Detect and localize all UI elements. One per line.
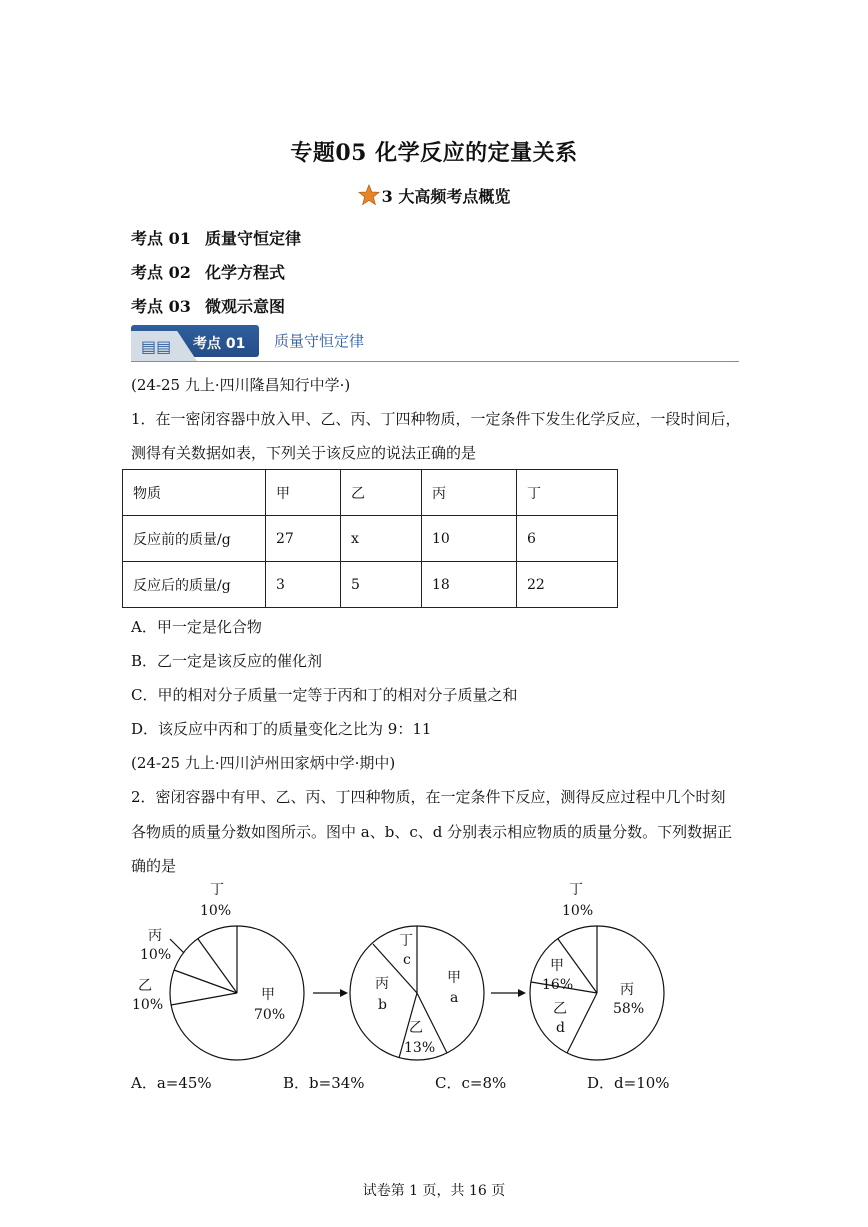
table-row [123,516,618,562]
page-title: 专题05 化学反应的定量关系 [290,140,578,166]
overview-num: 考点 01 [131,229,191,248]
q1-option-c: C．甲的相对分子质量一定等于丙和丁的相对分子质量之和 [131,686,518,704]
q2-option-c: C．c=8% [435,1074,507,1092]
pie3-value: 10% [562,903,594,919]
pie2-label: 乙 [409,1020,423,1036]
pie2-value: 13% [404,1040,436,1056]
overview-num: 考点 02 [131,263,191,282]
q1-stem: 测得有关数据如表，下列关于该反应的说法正确的是 [131,444,477,462]
pie1-label: 丙 [148,928,162,944]
table-cell: 18 [422,562,517,608]
pie1-divider [174,970,237,993]
table-cell: 丙 [422,470,517,516]
table-cell: 物质 [123,470,266,516]
table-cell: 22 [517,562,618,608]
overview-num: 考点 03 [131,297,191,316]
book-icon: ▤▤ [141,337,172,356]
table-cell: 乙 [341,470,422,516]
table-cell: x [341,516,422,562]
pie1-label: 丁 [210,882,224,898]
pie2-label: 甲 [447,970,461,986]
table-cell: 5 [341,562,422,608]
overview-heading [0,184,868,210]
overview-name: 微观示意图 [205,297,286,316]
q1-stem: 1．在一密闭容器中放入甲、乙、丙、丁四种物质，一定条件下发生化学反应，一段时间后， [131,410,741,428]
pie3-value: d [556,1020,565,1036]
q1-option-b: B．乙一定是该反应的催化剂 [131,652,323,670]
q1-option-a: A．甲一定是化合物 [131,618,262,636]
overview-item [131,260,285,283]
table-cell: 10 [422,516,517,562]
q1-option-d: D．该反应中丙和丁的质量变化之比为 9：11 [131,720,432,738]
q2-option-d: D．d=10% [587,1074,670,1092]
pie3-value: 16% [542,977,574,993]
table-row [123,562,618,608]
table-cell: 反应前的质量/g [123,516,266,562]
pie2-value: b [378,997,387,1013]
pie2-label: 丁 [399,933,413,949]
q1-data-table [122,469,618,608]
arrow-head [340,989,348,997]
q2-option-a: A．a=45% [131,1074,212,1092]
pie1-divider [171,993,237,1005]
overview-name: 化学方程式 [205,263,286,282]
banner-divider [131,361,739,362]
banner-tag: 考点 01 [193,336,246,352]
q1-source: (24-25 九上·四川隆昌知行中学·) [131,376,351,394]
section-banner [131,323,739,363]
pie3-label: 乙 [553,1001,567,1017]
pie2-value: a [450,990,459,1006]
pie1-leader [170,939,184,953]
pie3-divider [567,993,597,1053]
table-cell: 27 [266,516,341,562]
overview-item [131,294,285,317]
pie1-value: 10% [140,947,172,963]
pie1-label: 甲 [261,987,275,1003]
table-cell: 3 [266,562,341,608]
table-cell: 甲 [266,470,341,516]
pie1-value: 10% [200,903,232,919]
q2-option-b: B．b=34% [283,1074,365,1092]
pie-charts-figure [120,870,680,1065]
pie3-label: 丁 [569,882,583,898]
table-header-row [123,470,618,516]
table-cell: 丁 [517,470,618,516]
pie2-value: c [403,952,411,968]
pie1-label: 乙 [138,978,152,994]
q2-source: (24-25 九上·四川泸州田家炳中学·期中) [131,754,396,772]
pie1-value: 10% [132,997,164,1013]
pie1-divider [198,939,237,993]
page-footer: 试卷第 1 页，共 16 页 [362,1183,506,1199]
pie3-label: 丙 [620,982,634,998]
table-cell: 6 [517,516,618,562]
star-icon [358,184,380,210]
q2-stem: 确的是 [131,857,177,875]
banner-title: 质量守恒定律 [274,332,365,350]
overview-item [131,226,301,249]
q2-stem: 2．密闭容器中有甲、乙、丙、丁四种物质，在一定条件下反应，测得反应过程中几个时刻 [131,788,726,806]
overview-heading-text: 3 大高频考点概览 [381,187,511,206]
table-cell: 反应后的质量/g [123,562,266,608]
q2-stem: 各物质的质量分数如图所示。图中 a、b、c、d 分别表示相应物质的质量分数。下列数据正 [131,823,733,841]
pie3-value: 58% [613,1001,645,1017]
pie2-label: 丙 [375,976,389,992]
pie3-label: 甲 [550,958,564,974]
arrow-head [518,989,526,997]
overview-name: 质量守恒定律 [205,229,302,248]
pie1-value: 70% [254,1007,286,1023]
